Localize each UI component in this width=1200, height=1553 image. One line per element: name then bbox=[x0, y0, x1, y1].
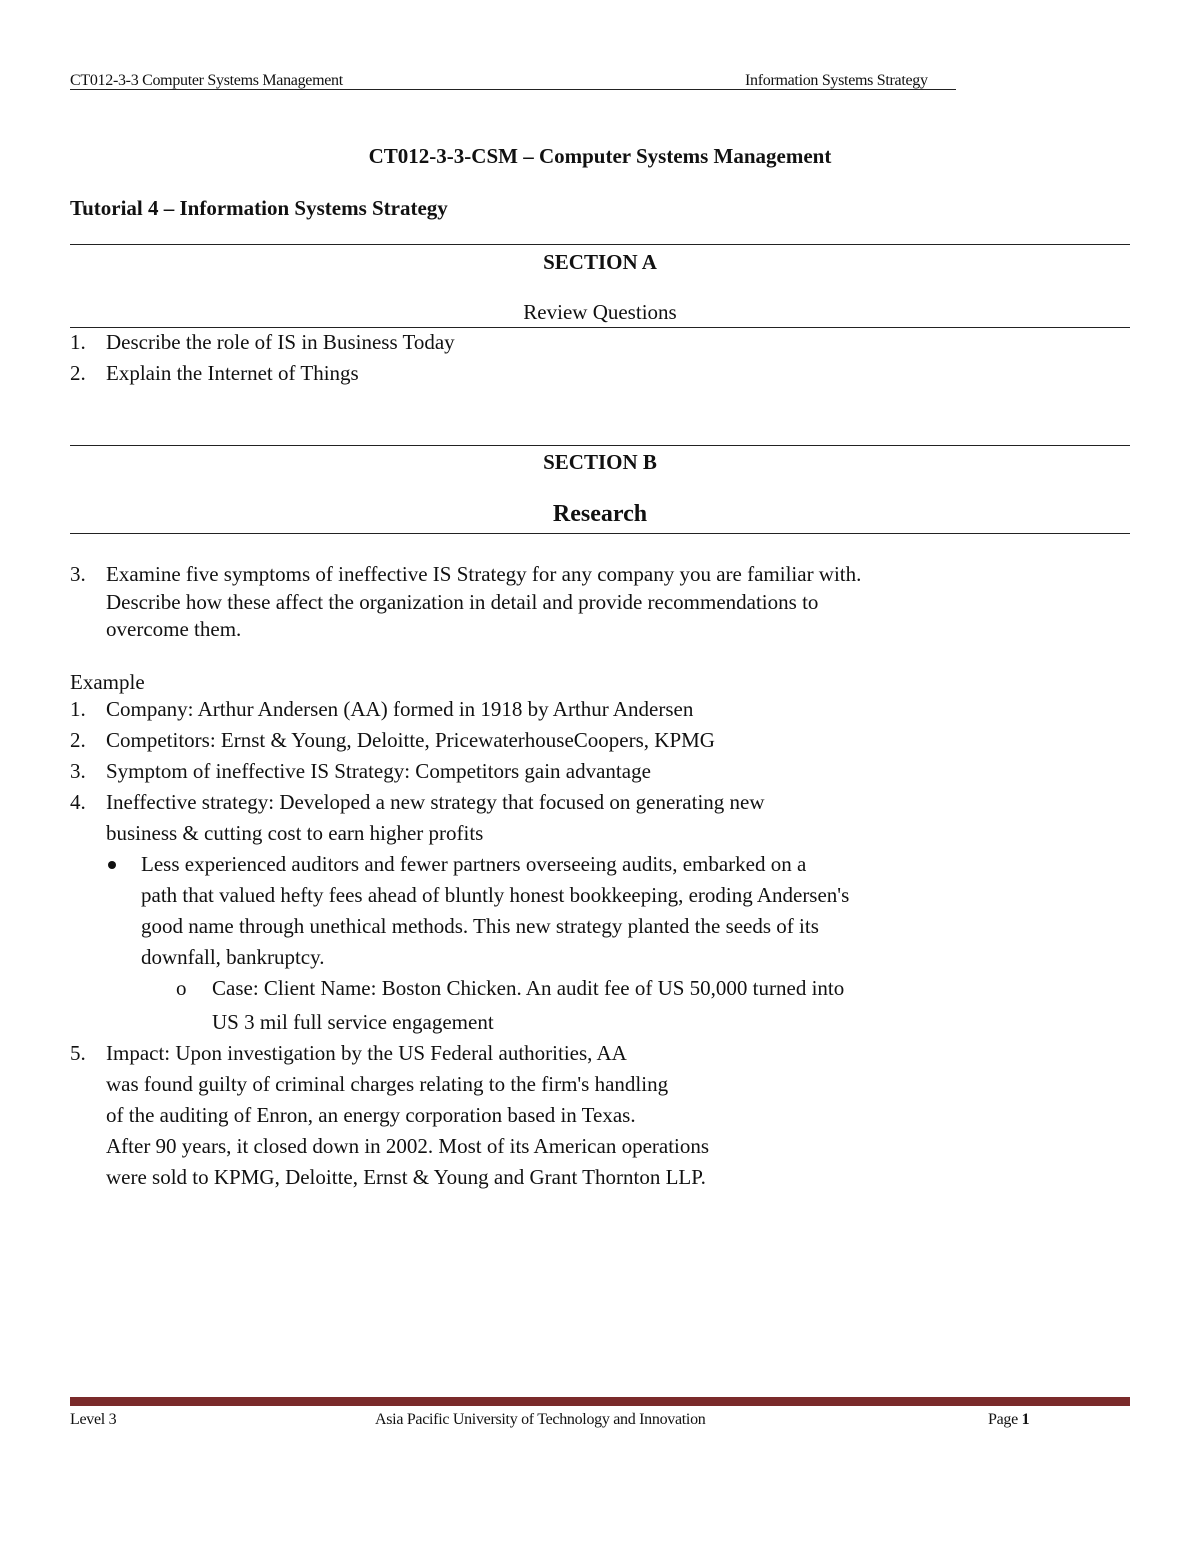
example-label: Example bbox=[70, 670, 145, 694]
document-title: CT012-3-3-CSM – Computer Systems Management bbox=[368, 144, 832, 168]
list-item-number: 2. bbox=[70, 728, 86, 752]
section-a-heading: SECTION A bbox=[543, 250, 657, 274]
footer-page-number: 1 bbox=[1021, 1411, 1030, 1428]
bullet-text-line: path that valued hefty fees ahead of bluntly honest bookkeeping, eroding Andersen's bbox=[141, 883, 850, 907]
question-text-line: Describe how these affect the organization in detail and provide recommendations to bbox=[106, 590, 819, 614]
list-item-text: business & cutting cost to earn higher profits bbox=[106, 821, 484, 845]
question-text: Describe the role of IS in Business Today bbox=[106, 330, 455, 354]
list-item-number: 4. bbox=[70, 790, 86, 814]
list-item-text: Symptom of ineffective IS Strategy: Competitors gain advantage bbox=[106, 759, 651, 783]
question-number: 3. bbox=[70, 562, 86, 586]
running-header-left: CT012-3-3 Computer Systems Management bbox=[70, 72, 343, 89]
sub-bullet-text-line: US 3 mil full service engagement bbox=[212, 1010, 494, 1034]
section-b-subheading: Research bbox=[552, 501, 648, 527]
question-text: Explain the Internet of Things bbox=[106, 361, 359, 385]
bullet-text-line: downfall, bankruptcy. bbox=[141, 945, 325, 969]
divider bbox=[70, 244, 1130, 245]
impact-text-line: of the auditing of Enron, an energy corporation based in Texas. bbox=[106, 1103, 636, 1127]
list-item-text: Ineffective strategy: Developed a new strategy that focused on generating new bbox=[106, 790, 765, 814]
impact-text-line: After 90 years, it closed down in 2002. Most of its American operations bbox=[106, 1134, 710, 1158]
list-item-text: Competitors: Ernst & Young, Deloitte, PricewaterhouseCoopers, KPMG bbox=[106, 728, 715, 752]
section-b-heading: SECTION B bbox=[543, 450, 657, 474]
footer-institution: Asia Pacific University of Technology and Innovation bbox=[375, 1411, 706, 1428]
running-header-right: Information Systems Strategy bbox=[745, 72, 928, 89]
header-rule bbox=[70, 89, 956, 90]
divider bbox=[70, 445, 1130, 446]
question-number: 2. bbox=[70, 361, 86, 385]
footer-page-label: Page bbox=[988, 1411, 1018, 1428]
footer-rule bbox=[70, 1397, 1130, 1406]
question-text-line: Examine five symptoms of ineffective IS Strategy for any company you are familiar with. bbox=[106, 562, 862, 586]
question-text-line: overcome them. bbox=[106, 617, 242, 641]
footer-page bbox=[988, 1411, 1029, 1429]
bullet-icon bbox=[108, 861, 116, 869]
divider bbox=[70, 327, 1130, 328]
sub-bullet-text-line: Case: Client Name: Boston Chicken. An audit fee of US 50,000 turned into bbox=[212, 976, 845, 1000]
list-item-number: 3. bbox=[70, 759, 86, 783]
bullet-text-line: good name through unethical methods. This new strategy planted the seeds of its bbox=[141, 914, 819, 938]
section-a-subheading: Review Questions bbox=[523, 300, 677, 324]
list-item-text: Company: Arthur Andersen (AA) formed in 1918 by Arthur Andersen bbox=[106, 697, 694, 721]
divider bbox=[70, 533, 1130, 534]
question-number: 1. bbox=[70, 330, 86, 354]
impact-text-line: was found guilty of criminal charges relating to the firm's handling bbox=[106, 1072, 669, 1096]
sub-bullet-icon: o bbox=[176, 976, 187, 1000]
list-item-number: 5. bbox=[70, 1041, 86, 1065]
impact-text-line: Impact: Upon investigation by the US Federal authorities, AA bbox=[106, 1041, 627, 1065]
bullet-text-line: Less experienced auditors and fewer partners overseeing audits, embarked on a bbox=[141, 852, 807, 876]
list-item-number: 1. bbox=[70, 697, 86, 721]
tutorial-title: Tutorial 4 – Information Systems Strategy bbox=[70, 196, 448, 220]
footer-level: Level 3 bbox=[70, 1411, 117, 1428]
impact-text-line: were sold to KPMG, Deloitte, Ernst & Young and Grant Thornton LLP. bbox=[106, 1165, 706, 1189]
